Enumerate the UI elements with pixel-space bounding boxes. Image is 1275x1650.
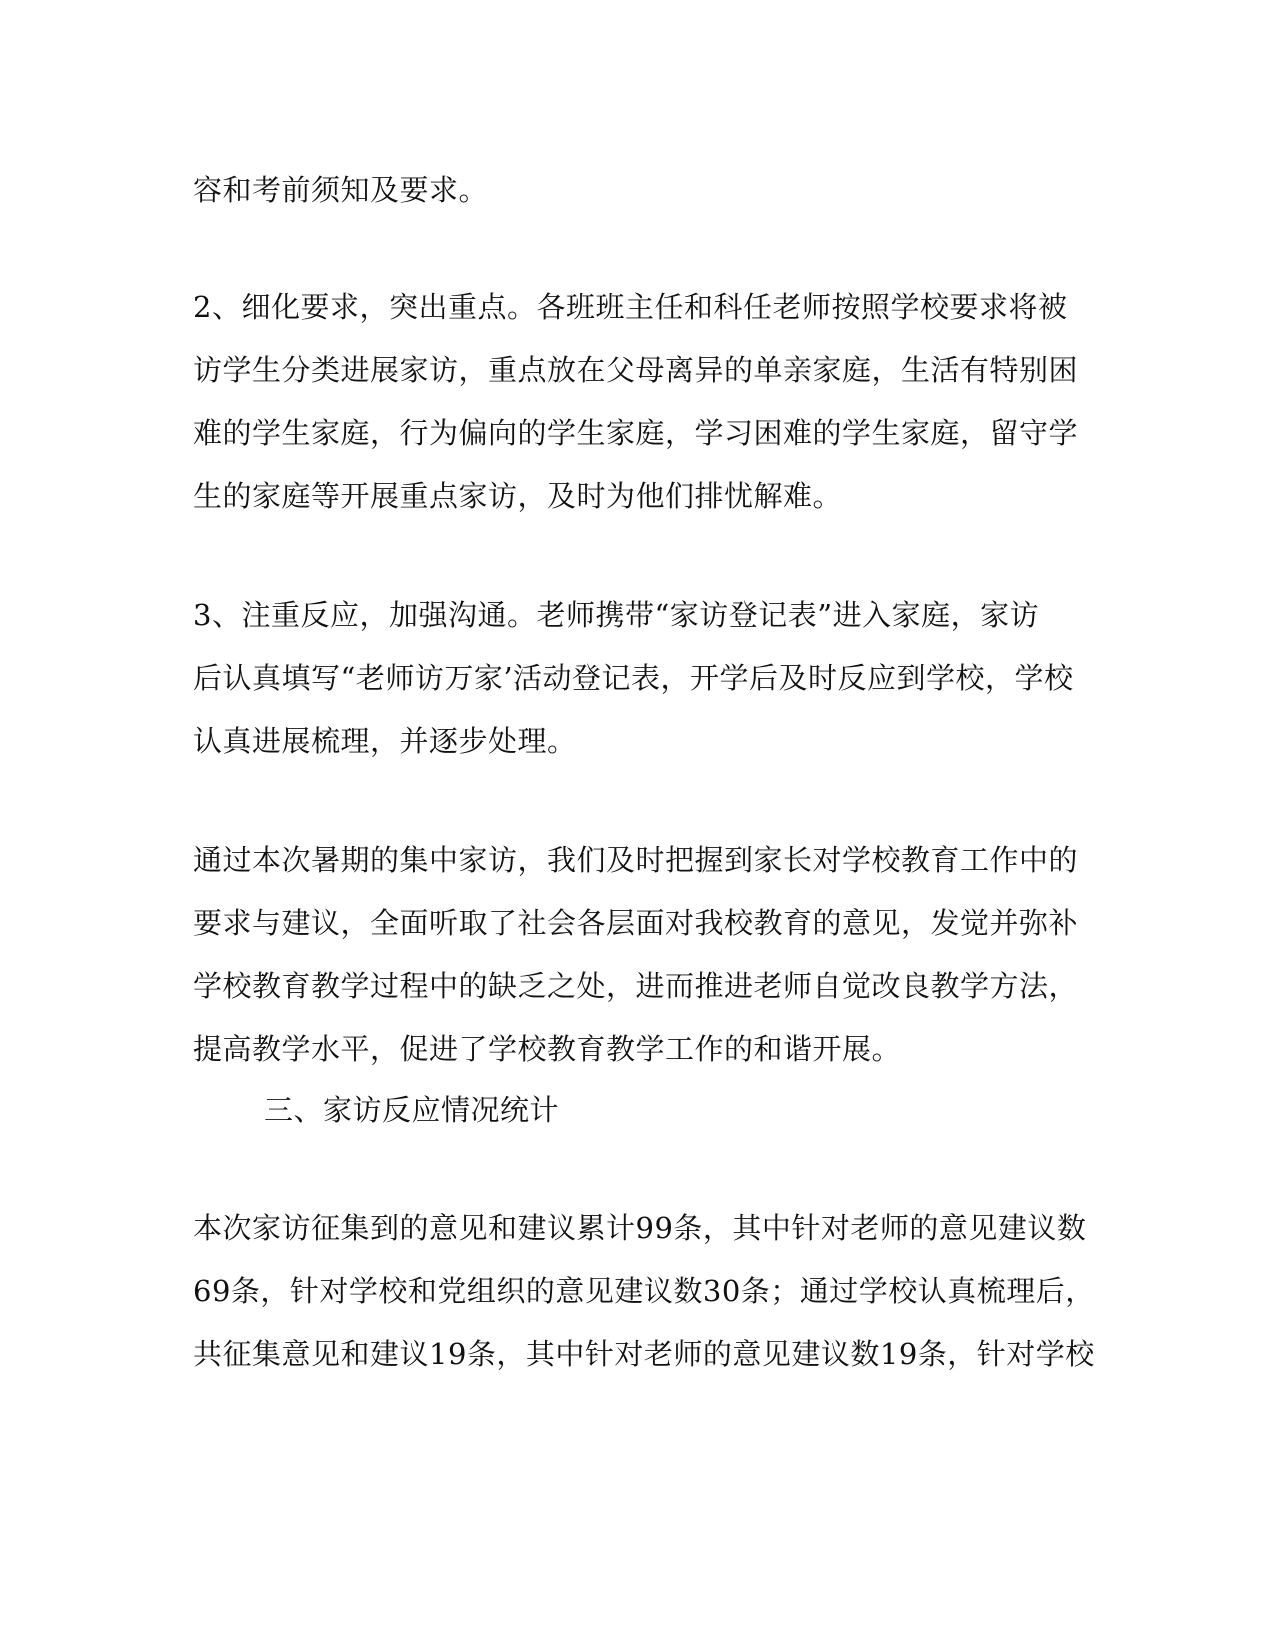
paragraph-line: 本次家访征集到的意见和建议累计99条，其中针对老师的意见建议数: [193, 1211, 1087, 1245]
paragraph-line: 通过本次暑期的集中家访，我们及时把握到家长对学校教育工作中的: [193, 843, 1079, 877]
paragraph-line: 2、细化要求，突出重点。各班班主任和科任老师按照学校要求将被: [193, 290, 1068, 324]
paragraph-line: 69条，针对学校和党组织的意见建议数30条；通过学校认真梳理后，: [193, 1274, 1095, 1308]
paragraph-line: 访学生分类进展家访，重点放在父母离异的单亲家庭，生活有特别困: [193, 353, 1079, 387]
section-heading: 三、家访反应情况统计: [264, 1093, 560, 1127]
paragraph-line: 后认真填写“老师访万家’活动登记表，开学后及时反应到学校，学校: [193, 661, 1074, 695]
paragraph-line: 认真进展梳理，并逐步处理。: [193, 724, 577, 758]
paragraph-line: 3、注重反应，加强沟通。老师携带“家访登记表”进入家庭，家访: [193, 598, 1040, 632]
paragraph-line: 容和考前须知及要求。: [193, 173, 489, 207]
paragraph-line: 难的学生家庭，行为偏向的学生家庭，学习困难的学生家庭，留守学: [193, 416, 1079, 450]
paragraph-line: 生的家庭等开展重点家访，及时为他们排忧解难。: [193, 479, 843, 513]
paragraph-line: 共征集意见和建议19条，其中针对老师的意见建议数19条，针对学校: [193, 1337, 1095, 1371]
paragraph-line: 要求与建议，全面听取了社会各层面对我校教育的意见，发觉并弥补: [193, 906, 1079, 940]
paragraph-line: 学校教育教学过程中的缺乏之处，进而推进老师自觉改良教学方法，: [193, 969, 1079, 1003]
paragraph-line: 提高教学水平，促进了学校教育教学工作的和谐开展。: [193, 1032, 902, 1066]
